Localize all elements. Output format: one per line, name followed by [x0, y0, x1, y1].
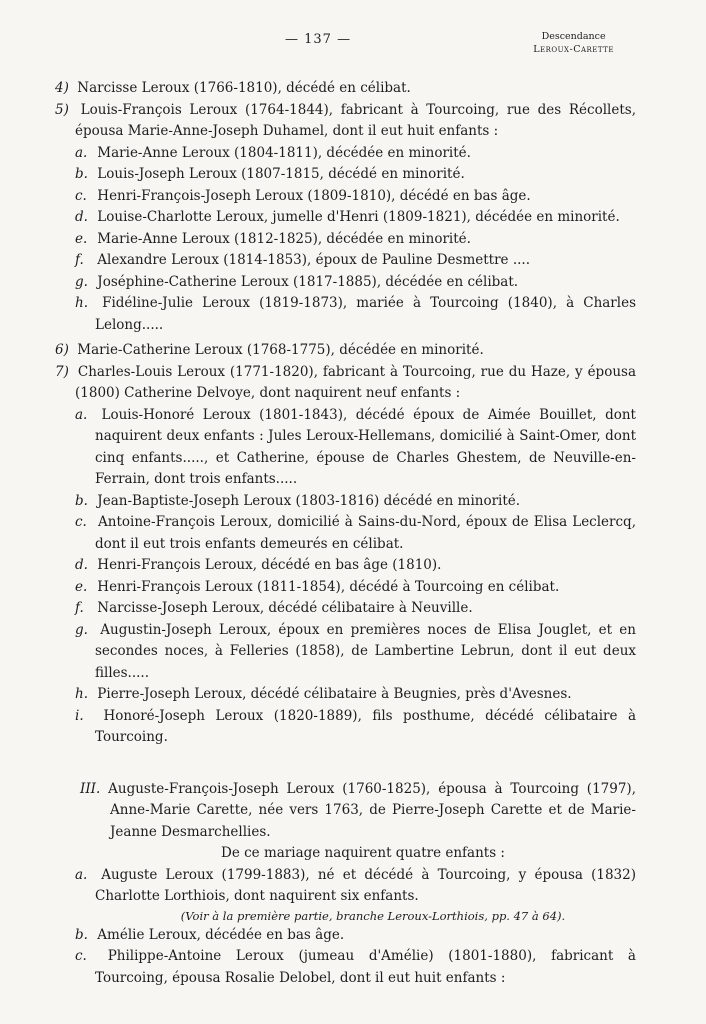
- running-head: [533, 30, 614, 56]
- entry-7a: [75, 405, 636, 491]
- entry-7c: [75, 512, 636, 555]
- entry-text: Jean-Baptiste-Joseph Leroux (1803-1816) décédé en minorité.: [97, 492, 521, 509]
- entry-7g: [75, 620, 636, 685]
- entry-5b: [75, 164, 636, 186]
- entry-text: Augustin-Joseph Leroux, époux en premières noces de Elisa Jouglet, et en secondes noces, à Felleries (1858), de Lambertine Lebrun, dont il eut deux filles.....: [95, 621, 636, 681]
- entry-text: Joséphine-Catherine Leroux (1817-1885), décédée en célibat.: [97, 273, 519, 290]
- entry-5c: [75, 186, 636, 208]
- entry-5h: [75, 293, 636, 336]
- entry-iiia: [75, 865, 636, 908]
- entry-marker: e.: [75, 578, 88, 595]
- entry-5a: [75, 143, 636, 165]
- entry-7b: [75, 491, 636, 513]
- entry-marker: 7): [55, 363, 69, 380]
- entry-text: Henri-François Leroux (1811-1854), décédé à Tourcoing en célibat.: [97, 578, 560, 595]
- entry-text: Narcisse Leroux (1766-1810), décédé en célibat.: [77, 80, 411, 96]
- entry-7d: [75, 555, 636, 577]
- entry-text: Marie-Catherine Leroux (1768-1775), décédée en minorité.: [77, 342, 484, 358]
- section-intro: De ce mariage naquirent quatre enfants :: [221, 845, 505, 861]
- entry-marker: g.: [75, 273, 88, 290]
- entry-text: Philippe-Antoine Leroux (jumeau d'Amélie) (1801-1880), fabricant à Tourcoing, épousa Rosalie Delobel, dont il eut huit enfants :: [95, 948, 636, 986]
- entry-marker: 4): [55, 80, 69, 96]
- entry-marker: b.: [75, 926, 88, 943]
- entry-7: [55, 362, 636, 405]
- section-marker: III.: [80, 780, 101, 797]
- entry-text: Narcisse-Joseph Leroux, décédé célibataire à Neuville.: [97, 600, 473, 616]
- entry-5d: [75, 207, 636, 229]
- entry-marker: f.: [75, 252, 84, 268]
- section-text: Auguste-François-Joseph Leroux (1760-1825), épousa à Tourcoing (1797), Anne-Marie Carette, née vers 1763, de Pierre-Joseph Carette et de Marie-Jeanne Desmarchellies.: [108, 780, 636, 840]
- entry-marker: g.: [75, 621, 88, 638]
- entry-marker: e.: [75, 230, 88, 247]
- entry-5f: [75, 250, 636, 272]
- entry-marker: c.: [75, 948, 87, 964]
- entry-marker: d.: [75, 557, 88, 573]
- entry-5e: [75, 229, 636, 251]
- entry-7h: [75, 684, 636, 706]
- entry-text: Fidéline-Julie Leroux (1819-1873), mariée à Tourcoing (1840), à Charles Lelong.....: [95, 295, 636, 333]
- entry-text: Auguste Leroux (1799-1883), né et décédé à Tourcoing, y épousa (1832) Charlotte Lorthiois, dont naquirent six enfants.: [95, 866, 637, 904]
- entry-text: Louise-Charlotte Leroux, jumelle d'Henri (1809-1821), décédée en minorité.: [97, 209, 620, 225]
- entry-text: Charles-Louis Leroux (1771-1820), fabricant à Tourcoing, rue du Haze, y épousa (1800) Catherine Delvoye, dont naquirent neuf enfants :: [75, 363, 636, 401]
- entry-7i: [75, 706, 636, 749]
- entry-5g: [75, 272, 636, 294]
- entry-text: Pierre-Joseph Leroux, décédé célibataire à Beugnies, près d'Avesnes.: [97, 686, 572, 702]
- entry-text: Henri-François Leroux, décédé en bas âge (1810).: [97, 557, 442, 573]
- entry-marker: c.: [75, 514, 87, 530]
- running-head-line1: Descendance: [541, 31, 606, 42]
- entry-text: Antoine-François Leroux, domicilié à Sains-du-Nord, époux de Elisa Leclercq, dont il eut trois enfants demeurés en célibat.: [95, 514, 636, 552]
- entry-text: Honoré-Joseph Leroux (1820-1889), fils posthume, décédé célibataire à Tourcoing.: [95, 707, 636, 745]
- section-iii: [80, 779, 636, 844]
- entry-marker: h.: [75, 295, 88, 311]
- entry-marker: b.: [75, 492, 88, 509]
- entry-text: Marie-Anne Leroux (1804-1811), décédée en minorité.: [97, 144, 471, 161]
- cross-reference-note: (Voir à la première partie, branche Leroux-Lorthiois, pp. 47 à 64).: [180, 908, 566, 923]
- entry-text: Louis-François Leroux (1764-1844), fabricant à Tourcoing, rue des Récollets, épousa Marie-Anne-Joseph Duhamel, dont il eut huit enfants :: [75, 101, 636, 139]
- entry-iiic: [75, 946, 636, 989]
- entry-7f: [75, 598, 636, 620]
- entry-text: Henri-François-Joseph Leroux (1809-1810), décédé en bas âge.: [97, 187, 531, 204]
- entry-marker: c.: [75, 187, 87, 204]
- entry-4: [55, 78, 636, 100]
- entry-text: Louis-Joseph Leroux (1807-1815, décédé en minorité.: [97, 166, 465, 182]
- entry-iiib: [75, 925, 636, 947]
- entry-marker: 5): [55, 101, 69, 118]
- entry-marker: i.: [75, 707, 84, 724]
- entry-marker: a.: [75, 406, 88, 423]
- entry-marker: f.: [75, 600, 84, 616]
- entry-marker: h.: [75, 686, 88, 702]
- page-number: — 137 —: [285, 32, 352, 47]
- entry-text: Marie-Anne Leroux (1812-1825), décédée en minorité.: [97, 230, 471, 247]
- entry-marker: 6): [55, 342, 69, 358]
- entry-marker: a.: [75, 866, 88, 883]
- page-header: [0, 30, 706, 60]
- entry-text: Louis-Honoré Leroux (1801-1843), décédé époux de Aimée Bouillet, dont naquirent deux enfants : Jules Leroux-Hellemans, domicilié à Saint-Omer, dont cinq enfants....., et Catherine, épouse de Charles Ghestem, de Neuville-en-Ferrain, dont trois enfants.....: [95, 406, 636, 487]
- entry-marker: a.: [75, 144, 88, 161]
- entry-7e: [75, 577, 636, 599]
- entry-marker: d.: [75, 209, 88, 225]
- entry-6: [55, 340, 636, 362]
- entry-5: [55, 100, 636, 143]
- running-head-line2: Leroux-Carette: [533, 44, 614, 55]
- document-body: [0, 78, 706, 989]
- entry-text: Alexandre Leroux (1814-1853), époux de Pauline Desmettre ....: [97, 252, 531, 268]
- entry-text: Amélie Leroux, décédée en bas âge.: [97, 926, 345, 943]
- entry-marker: b.: [75, 166, 88, 182]
